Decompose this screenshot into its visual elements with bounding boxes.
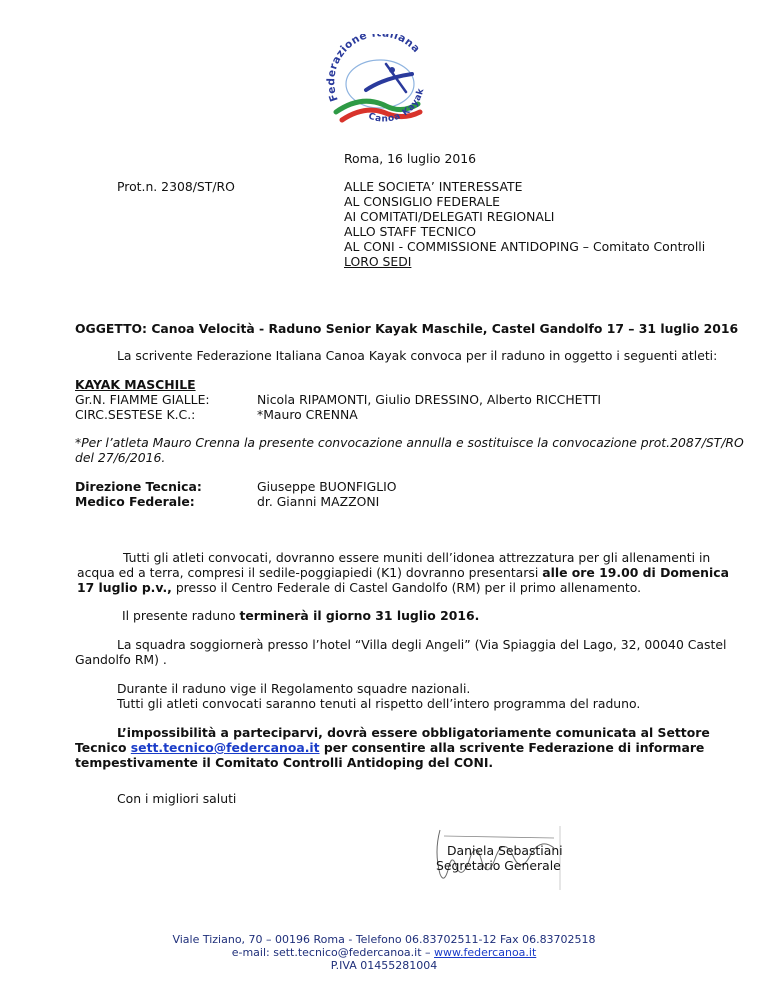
signatory-name: Daniela Sebastiani [447,843,563,858]
note-line: del 27/6/2016. [75,450,166,465]
paragraph-line [75,740,704,755]
intro-text: La scrivente Federazione Italiana Canoa Kayak convoca per il raduno in oggetto i seguenti atleti: [117,348,718,363]
paragraph-text: presso il Centro Federale di Castel Gandolfo (RM) per il primo allenamento. [171,580,642,595]
paragraph-text: per consentire alla scrivente Federazione di informare [319,740,705,755]
recipient-line: AL CONI - COMMISSIONE ANTIDOPING – Comitato Controlli [344,239,706,254]
recipient-line-loro-sedi: LORO SEDI [344,254,412,269]
logo-arc-text-bottom: Canoa Kayak [366,87,427,125]
footer-address: Viale Tiziano, 70 – 00196 Roma - Telefono 06.83702511-12 Fax 06.83702518 [172,933,596,946]
email-link[interactable]: sett.tecnico@federcanoa.it [130,740,320,755]
paragraph-line: Gandolfo RM) . [75,652,167,667]
date-line: Roma, 16 luglio 2016 [344,151,476,166]
paragraph-text: Tecnico [75,740,131,755]
paragraph-line [77,565,729,580]
recipient-line: ALLE SOCIETA’ INTERESSATE [344,179,523,194]
athletes-heading: KAYAK MASCHILE [75,377,196,392]
paragraph-bold-text: terminerà il giorno 31 luglio 2016. [239,608,480,623]
closing-salutation: Con i migliori saluti [117,791,237,806]
paragraph-bold-text: alle ore 19.00 di Domenica [542,565,729,580]
recipient-line: ALLO STAFF TECNICO [344,224,477,239]
note-line: *Per l’atleta Mauro Crenna la presente convocazione annulla e sostituisce la convocazione prot.2087/ST/RO [75,435,744,450]
paragraph-line: tempestivamente il Comitato Controlli Antidoping del CONI. [75,755,494,770]
athlete-names: *Mauro CRENNA [257,407,358,422]
subject-line: OGGETTO: Canoa Velocità - Raduno Senior Kayak Maschile, Castel Gandolfo 17 – 31 luglio 2016 [75,321,739,336]
paragraph-text: Il presente raduno [122,608,240,623]
staff-role: Direzione Tecnica: [75,479,202,494]
paragraph-line: Tutti gli atleti convocati saranno tenuti al rispetto dell’intero programma del raduno. [117,696,641,711]
protocol-number: Prot.n. 2308/ST/RO [117,179,235,194]
staff-name: dr. Gianni MAZZONI [257,494,380,509]
paragraph-line: Durante il raduno vige il Regolamento squadre nazionali. [117,681,471,696]
website-link[interactable]: www.federcanoa.it [434,946,537,959]
staff-name: Giuseppe BUONFIGLIO [257,479,397,494]
athlete-names: Nicola RIPAMONTI, Giulio DRESSINO, Alberto RICCHETTI [257,392,602,407]
athlete-club: Gr.N. FIAMME GIALLE: [75,392,210,407]
footer-contacts [0,946,768,959]
paragraph-line: L’impossibilità a parteciparvi, dovrà essere obbligatoriamente comunicata al Settore [117,725,710,740]
logo-arc-text-top: Federazione liana [325,34,423,103]
recipient-line: AI COMITATI/DELEGATI REGIONALI [344,209,555,224]
athlete-club: CIRC.SESTESE K.C.: [75,407,196,422]
signatory-title: Segretario Generale [436,858,561,873]
paragraph-text: acqua ed a terra, compresi il sedile-poggiapiedi (K1) dovranno presentarsi [77,565,543,580]
footer-email-text: e-mail: sett.tecnico@federcanoa.it – [231,946,435,959]
federation-logo-graphic [322,34,440,126]
paragraph-line: La squadra soggiornerà presso l’hotel “Villa degli Angeli” (Via Spiaggia del Lago, 32, 00040 Castel [117,637,727,652]
paragraph-line [122,608,479,623]
paragraph-line: Tutti gli atleti convocati, dovranno essere muniti dell’idonea attrezzatura per gli allenamenti in [123,550,711,565]
paragraph-bold-text: 17 luglio p.v., [77,580,172,595]
staff-role: Medico Federale: [75,494,195,509]
recipient-line: AL CONSIGLIO FEDERALE [344,194,501,209]
federation-logo [322,34,440,126]
paragraph-line [77,580,641,595]
footer-vat: P.IVA 01455281004 [330,959,438,972]
